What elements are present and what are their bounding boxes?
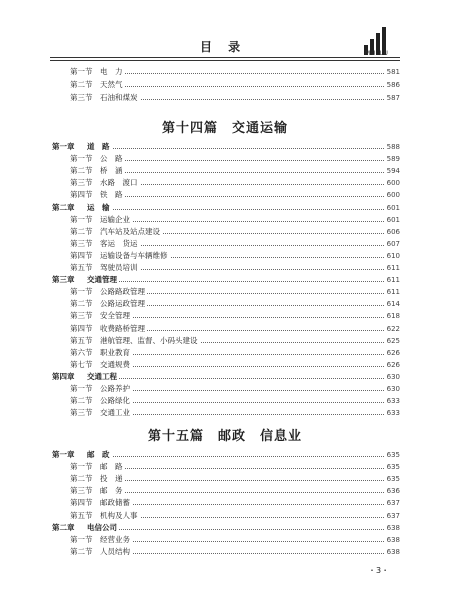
toc-page-number: 636 xyxy=(386,487,400,496)
dot-leader xyxy=(100,160,392,161)
toc-entry-title: 邮 路 xyxy=(100,462,123,472)
toc-entry-title: 投 递 xyxy=(100,474,123,484)
toc-page-number: 581 xyxy=(386,68,400,76)
dot-leader xyxy=(100,414,392,415)
toc-entry-label: 第五节 xyxy=(70,263,93,272)
toc-section-row xyxy=(0,347,450,359)
toc-entry-title: 职业教育 xyxy=(100,347,130,357)
header-rule-double xyxy=(50,60,400,61)
toc-entry-label: 第四节 xyxy=(70,190,93,200)
dot-leader xyxy=(100,366,392,367)
dot-leader xyxy=(100,99,392,100)
toc-page-number: 635 xyxy=(386,463,400,472)
toc-entry-label: 第三节 xyxy=(70,238,93,248)
toc-page-number: 610 xyxy=(386,251,400,260)
toc-section-row xyxy=(0,262,450,274)
toc-page-number: 589 xyxy=(386,155,400,164)
toc-section-row xyxy=(0,534,450,546)
dot-leader xyxy=(100,517,392,518)
toc-page-number: 601 xyxy=(386,203,400,212)
toc-chapter-row xyxy=(0,202,450,214)
toc-entry-label: 第一节 xyxy=(70,534,93,544)
toc-entry-label: 第一章 xyxy=(52,450,75,459)
toc-page-number: 633 xyxy=(386,409,400,418)
toc-section-row xyxy=(0,395,450,407)
toc-entry-label: 第三章 xyxy=(52,275,75,285)
toc-page-number: 614 xyxy=(386,300,400,309)
toc-entry-label: 第一节 xyxy=(70,287,93,297)
toc-section-row xyxy=(0,383,450,395)
dot-leader xyxy=(100,480,392,481)
dot-leader xyxy=(100,73,392,74)
toc-entry-label: 第四节 xyxy=(70,323,93,333)
toc-section-row xyxy=(0,177,450,189)
toc-entry-title: 天然气 xyxy=(100,80,123,89)
dot-leader xyxy=(100,221,392,222)
toc-section-row xyxy=(0,298,450,310)
toc-entry-title: 交通规费 xyxy=(100,359,130,369)
toc-entry-title: 公路绿化 xyxy=(100,396,130,406)
dot-leader xyxy=(87,378,392,379)
toc-entry-label: 第六节 xyxy=(70,347,93,357)
toc-entry-label: 第一节 xyxy=(70,462,93,472)
toc-entry-label: 第二节 xyxy=(70,396,93,406)
toc-entry-label: 第二章 xyxy=(52,202,75,212)
toc-page-number: 600 xyxy=(386,191,400,200)
toc-chapter-row xyxy=(0,141,450,153)
toc-entry-label: 第二节 xyxy=(70,166,93,176)
dot-leader xyxy=(100,172,392,173)
dot-leader xyxy=(100,402,392,403)
part-title-15: 第十五篇 邮政 信息业 xyxy=(147,429,302,444)
toc-entry-label: 第二节 xyxy=(70,80,93,89)
toc-page-number: 611 xyxy=(386,288,400,297)
toc-page-number: 635 xyxy=(386,451,400,459)
toc-entry-label: 第一节 xyxy=(70,214,93,224)
toc-entry-title: 水路 渡口 xyxy=(100,178,138,188)
toc-page-number: 618 xyxy=(386,312,400,321)
dot-leader xyxy=(87,209,392,210)
dot-leader xyxy=(87,529,392,530)
toc-section-row xyxy=(0,79,450,91)
toc-page-number: 626 xyxy=(386,360,400,369)
header-rule xyxy=(50,57,400,58)
toc-entry-title: 驾驶员培训 xyxy=(100,263,138,272)
toc-page-number: 611 xyxy=(386,264,400,272)
toc-entry-title: 铁 路 xyxy=(100,190,123,200)
toc-page-number: 607 xyxy=(386,239,400,248)
dot-leader xyxy=(100,184,392,185)
toc-entry-title: 交通工程 xyxy=(87,371,117,381)
toc-section-row xyxy=(0,407,450,419)
page-number: ・3・ xyxy=(368,566,390,575)
toc-entry-label: 第一节 xyxy=(70,67,93,76)
toc-entry-title: 机构及人事 xyxy=(100,510,138,520)
toc-section-row xyxy=(0,189,450,201)
toc-page-number: 638 xyxy=(386,535,400,544)
toc-entry-title: 电信公司 xyxy=(87,522,117,532)
toc-entry-label: 第一节 xyxy=(70,384,93,393)
toc-entry-label: 第五节 xyxy=(70,335,93,345)
toc-entry-title: 公路养护 xyxy=(100,384,130,393)
toc-entry-title: 公路路政管理 xyxy=(100,287,145,297)
toc-entry-title: 运 输 xyxy=(87,202,110,212)
toc-entry-label: 第三节 xyxy=(70,93,93,102)
dot-leader xyxy=(87,456,392,457)
toc-page-number: 588 xyxy=(386,143,400,151)
dot-leader xyxy=(100,468,392,469)
toc-section-row xyxy=(0,250,450,262)
toc-section-row xyxy=(0,510,450,522)
toc-section-row xyxy=(0,461,450,473)
toc-chapter-row xyxy=(0,522,450,534)
toc-section-row xyxy=(0,286,450,298)
part-title-14: 第十四篇 交通运输 xyxy=(161,121,288,136)
toc-entry-label: 第三节 xyxy=(70,311,93,321)
dot-leader xyxy=(100,553,392,554)
toc-page-number: 601 xyxy=(386,215,400,224)
toc-entry-title: 公 路 xyxy=(100,154,123,164)
toc-page-number: 638 xyxy=(386,547,400,556)
toc-entry-title: 汽车站及站点建设 xyxy=(100,226,160,236)
toc-entry-title: 安全管理 xyxy=(100,311,130,321)
toc-entry-title: 石油和煤炭 xyxy=(100,93,138,102)
toc-page-number: 606 xyxy=(386,227,400,236)
toc-section-row xyxy=(0,153,450,165)
toc-page-number: 622 xyxy=(386,324,400,333)
toc-section-row xyxy=(0,66,450,78)
toc-section-row xyxy=(0,546,450,558)
toc-page-number: 630 xyxy=(386,372,400,381)
toc-page-number: 586 xyxy=(386,81,400,89)
toc-section-row xyxy=(0,226,450,238)
toc-section-row xyxy=(0,497,450,509)
toc-section-row xyxy=(0,310,450,322)
toc-page-number: 600 xyxy=(386,179,400,188)
toc-entry-title: 经营业务 xyxy=(100,534,130,544)
toc-entry-title: 邮 务 xyxy=(100,486,123,496)
dot-leader xyxy=(100,390,392,391)
header-title: 目 录 xyxy=(200,40,247,54)
toc-entry-title: 人员结构 xyxy=(100,546,130,556)
toc-entry-title: 收费路桥管理 xyxy=(100,323,145,333)
toc-entry-label: 第四章 xyxy=(52,371,75,381)
toc-chapter-row xyxy=(0,274,450,286)
dot-leader xyxy=(87,148,392,149)
toc-page-number: 633 xyxy=(386,397,400,406)
toc-chapter-row xyxy=(0,449,450,461)
toc-section-row xyxy=(0,238,450,250)
dot-leader xyxy=(100,269,392,270)
toc-section-row xyxy=(0,473,450,485)
toc-entry-label: 第二节 xyxy=(70,546,93,556)
toc-page-number: 630 xyxy=(386,385,400,393)
toc-page-number: 611 xyxy=(386,276,400,285)
dot-leader xyxy=(100,354,392,355)
toc-page-number: 625 xyxy=(386,336,400,345)
toc-entry-title: 公路运政管理 xyxy=(100,299,145,309)
dot-leader xyxy=(100,86,392,87)
toc-entry-title: 客运 货运 xyxy=(100,238,138,248)
toc-page-number: 635 xyxy=(386,475,400,484)
toc-entry-label: 第五节 xyxy=(70,510,93,520)
toc-entry-label: 第一章 xyxy=(52,142,75,151)
dot-leader xyxy=(100,541,392,542)
toc-page-number: 637 xyxy=(386,499,400,508)
toc-section-row xyxy=(0,165,450,177)
toc-entry-label: 第四节 xyxy=(70,250,93,260)
toc-entry-label: 第二节 xyxy=(70,226,93,236)
toc-entry-label: 第三节 xyxy=(70,408,93,418)
toc-page-number: 594 xyxy=(386,167,400,176)
toc-page-number: 637 xyxy=(386,511,400,520)
toc-section-row xyxy=(0,92,450,104)
toc-entry-label: 第七节 xyxy=(70,359,93,369)
toc-entry-label: 第三节 xyxy=(70,178,93,188)
toc-page-number: 587 xyxy=(386,94,400,102)
dot-leader xyxy=(100,492,392,493)
toc-entry-label: 第四节 xyxy=(70,498,93,508)
toc-entry-title: 邮政储蓄 xyxy=(100,498,130,508)
dot-leader xyxy=(87,281,392,282)
toc-page-number: 638 xyxy=(386,523,400,532)
toc-entry-title: 桥 涵 xyxy=(100,166,123,176)
toc-section-row xyxy=(0,323,450,335)
toc-entry-title: 交通管理 xyxy=(87,275,117,285)
toc-entry-label: 第三节 xyxy=(70,486,93,496)
page-header xyxy=(0,0,450,70)
toc-entry-label: 第二节 xyxy=(70,299,93,309)
toc-entry-title: 运输设备与车辆维修 xyxy=(100,250,168,260)
toc-entry-label: 第二节 xyxy=(70,474,93,484)
toc-section-row xyxy=(0,335,450,347)
toc-entry-label: 第二章 xyxy=(52,522,75,532)
toc-entry-title: 邮 政 xyxy=(87,450,110,459)
dot-leader xyxy=(100,245,392,246)
toc-entry-title: 道 路 xyxy=(87,142,110,151)
logo-text: MU LU xyxy=(365,50,389,57)
dot-leader xyxy=(100,504,392,505)
toc-entry-label: 第一节 xyxy=(70,154,93,164)
toc-entry-title: 电 力 xyxy=(100,67,123,76)
dot-leader xyxy=(100,196,392,197)
toc-entry-title: 运输企业 xyxy=(100,214,130,224)
toc-section-row xyxy=(0,359,450,371)
toc-chapter-row xyxy=(0,371,450,383)
toc-page-number: 626 xyxy=(386,348,400,357)
toc-entry-title: 交通工业 xyxy=(100,408,130,418)
toc-section-row xyxy=(0,214,450,226)
toc-entry-title: 港航管理、监督、小码头建设 xyxy=(100,335,198,345)
toc-section-row xyxy=(0,485,450,497)
dot-leader xyxy=(100,317,392,318)
